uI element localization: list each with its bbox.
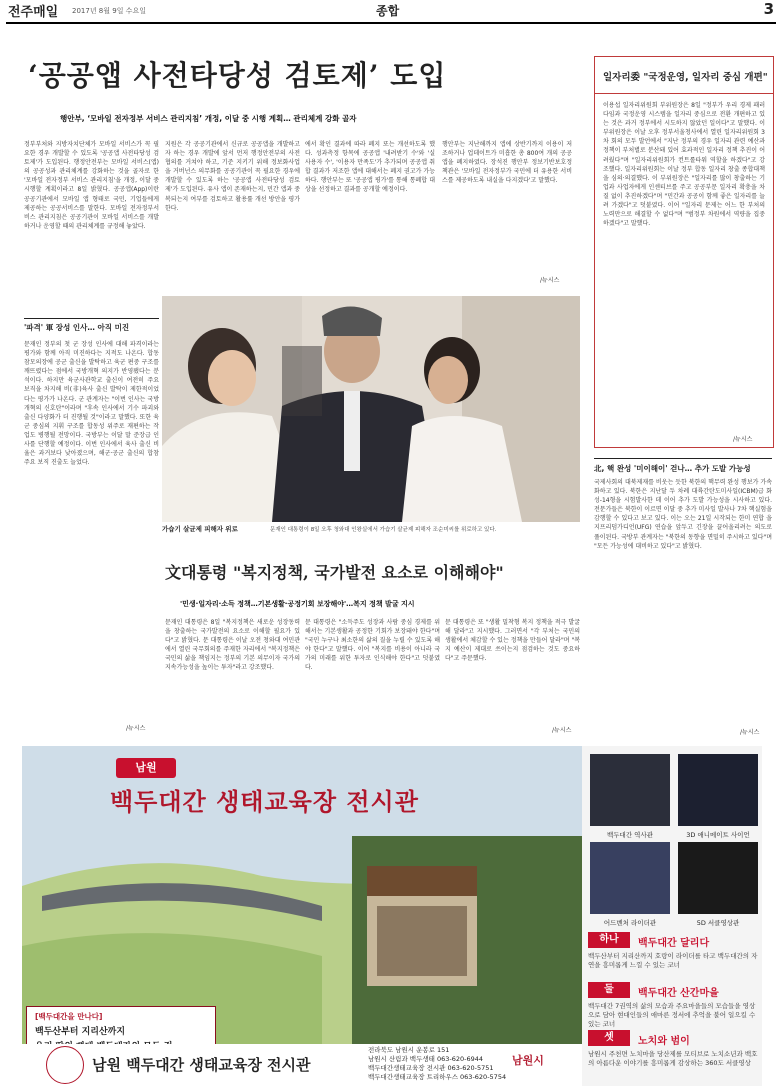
ad-left-tag: [백두대간을 만나다] (35, 1012, 103, 1021)
photo-caption-title: 가습기 살균제 피해자 위로 (162, 525, 238, 533)
north-korea-headline: 北, 핵 완성 '미이해이' 걷나… 추가 도발 가능성 (594, 458, 772, 474)
paper-name: 전주매일 (8, 5, 59, 20)
lead-column-2: 지원은 각 공공기관에서 신규로 공공앱을 개발하고자 하는 경우 개발에 앞서 먼저 행정안전부의 사전협의를 거쳐야 하고, 기준 지키기 위해 정보화사업을 거버넌스 의무화를 공공기관이 꼭 필요한 경우에 개발할 수 있도록 하는 '공공앱 사전타당성 검토제'가 도입된다. 유사 앱이 존재하는지, 민간 앱과 중복되는지 여부를 검토하고 활용률 개선 방안을 평가한다. (165, 141, 300, 212)
military-byline: /뉴시스 (126, 725, 146, 732)
north-korea-byline: /뉴시스 (740, 729, 760, 736)
section-name: 종합 (376, 4, 400, 18)
ad-thumb-2 (678, 754, 758, 826)
jobs-committee-headline: 일자리委 "국정운영, 일자리 중심 개편" (603, 72, 768, 83)
ad-thumb-1 (590, 754, 670, 826)
military-headline: '파격' 軍 장성 인사… 아직 미진 (24, 318, 159, 333)
ad-logo-icon (46, 1046, 84, 1084)
photo-caption: 문재인 대통령이 8일 오후 청와대 인왕실에서 가습기 살균제 피해자 조순미씨를 위로하고 있다. (270, 527, 497, 533)
ad-badge: 남원 (116, 758, 176, 778)
jobs-committee-box (594, 56, 774, 448)
ad-thumb-label-4: 5D 서클영상관 (696, 919, 740, 927)
welfare-column-3: 문 대통령은 또 "생활 밀착형 복지 정책을 적극 발굴해 달라"고 지시했다. 그러면서 "각 부처는 국민의 생활에서 체감할 수 있는 정책을 만들어 달라"며 "복지 예산이 제대로 쓰이는지 점검하는 것도 중요하다"고 주문했다. (445, 619, 580, 663)
lead-subheadline: 행안부, ‘모바일 전자정부 서비스 관리지침’ 개정, 이달 중 시행 계획… 관리체계 강화 골자 (60, 114, 357, 123)
north-korea-body: 국제사회의 대북제재를 비웃는 듯한 북한의 핵무력 완성 행보가 가속화하고 있다. 북한은 지난달 두 차례 대륙간탄도미사일(ICBM)급 화성-14형을 시험발사한 데 이어 추가 도발 가능성을 시사하고 있다. 전문가들은 북한이 이르면 이달 중 추가 미사일 발사나 7차 핵실험을 감행할 수 있다고 보고 있다. 이는 오는 21일 시작되는 한미 연합 을지프리덤가디언(UFG) 연습을 앞두고 긴장을 끌어올리려는 의도로 풀이된다. 국방부 관계자는 "북한의 동향을 면밀히 주시하고 있다"며 "모든 가능성에 대비하고 있다"고 밝혔다. (594, 479, 772, 550)
ad-feature-2-desc: 백두대간 7권역의 삶의 모습과 주요마을들의 모습들을 영상으로 담아 현대인들의 애마른 정서에 추억을 불어 일으킬 수 있는 코너 (588, 1002, 756, 1028)
jobs-committee-body: 이용섭 일자리위원회 부위원장은 8일 "정부가 우리 경제 패러다임과 국정운영 시스템을 일자리 중심으로 전환 개편하고 있는 것은 과거 정부에서 시도하지 않았던 일이다"고 말했다. 이 부위원장은 이날 오후 정부서울청사에서 열린 일자리위원회 3차 회의 모두 발언에서 "지난 정부의 경우 일자리 관련 예산과 정책이 부처별로 분산돼 있어 효과적인 일자리 정책 추진이 어려웠다"며 "일자리위원회가 컨트롤타워 역할을 하겠다"고 강조했다. 일자리위원회는 이날 정부 합동 일자리 창출 종합대책을 심의·의결했다. 이 부위원장은 "일자리를 많이 창출하는 기업과 사업자에게 인센티브를 주고 공공부문 일자리 확충을 차질 없이 추진하겠다"며 "민간과 공공이 함께 좋은 일자리를 늘려 가겠다"고 덧붙였다. 이어 "일자리 문제는 어느 한 부처의 노력만으로 해결할 수 없다"며 "범정부 차원에서 역량을 집중하겠다"고 말했다. (603, 102, 765, 228)
ad-feature-2-title: 백두대간 산간마을 (638, 988, 719, 999)
ad-address-4: 백두대간생태교육장 트리하우스 063-620-5754 (368, 1073, 507, 1081)
news-photo (162, 296, 580, 522)
lead-column-4: 행안부는 지난해까지 앱에 상반기까지 이용이 저조하거나 업데이트가 미흡한 총 800여 개의 공공앱을 폐지하였다. 장석진 행안부 정보기반보호정책관은 '모바일 전자정부가 국민에 더 유용한 서비스를 제공하도록 내실을 다지겠다'고 말했다. (442, 141, 572, 185)
ad-city-name: 남원시 (512, 1054, 544, 1067)
ad-address-2: 남원시 산림과 백두생태 063-620-6944 (368, 1055, 484, 1063)
ad-logo-text: 남원 백두대간 생태교육장 전시관 (92, 1056, 311, 1074)
ad-address-3: 백두대간생태교육장 전시관 063-620-5751 (368, 1064, 494, 1072)
page-number: 3 (763, 0, 774, 18)
ad-feature-3-title: 노치와 범이 (638, 1036, 690, 1047)
ad-left-text-1: 백두산부터 지리산까지 (35, 1027, 126, 1037)
issue-date: 2017년 8월 9일 수요일 (72, 7, 146, 15)
ad-feature-2-num: 둘 (588, 982, 630, 998)
masthead (6, 0, 776, 24)
lead-byline: /뉴시스 (540, 277, 560, 284)
ad-title: 백두대간 생태교육장 전시관 (110, 788, 419, 816)
ad-feature-1-title: 백두대간 달리다 (638, 938, 710, 949)
ad-thumb-label-2: 3D 애니메이트 사이언 (686, 831, 750, 839)
lead-headline: ‘공공앱 사전타당성 검토제’ 도입 (28, 59, 447, 92)
military-body: 문재인 정부의 첫 군 장성 인사에 대해 파격이라는 평가와 함께 아직 미진하다는 지적도 나온다. 합동참모의장에 공군 출신을 발탁하고 육군 편중 구조를 깨뜨렸다는 점에서 국방개혁 의지가 반영됐다는 분석이다. 하지만 육군사관학교 출신이 여전히 주요 보직을 차지해 비(非)육사 출신 발탁이 제한적이었다는 평가가 나온다. 군 관계자는 "이번 인사는 국방개혁의 신호탄"이라며 "후속 인사에서 기수 파괴와 출신 다양화가 더 진행될 것"이라고 말했다. 또한 육군 중심의 지휘 구조를 합동성 위주로 재편하는 작업도 병행될 전망이다. 국방부는 이달 말 준장급 인사를 단행할 예정이다. 이번 인사에서 육사 출신 비율은 과거보다 낮아졌으며, 해군·공군 출신의 합참 주요 보직 진출도 늘었다. (24, 341, 159, 467)
ad-feature-1-num: 하나 (588, 932, 630, 948)
ad-feature-3-desc: 남원시 주천면 노치마을 당산제를 모티브로 노치소년과 백호의 아름다운 이야기를 흥미롭게 감상하는 360도 서클영상 (588, 1050, 758, 1067)
jobs-committee-header (595, 57, 773, 94)
advertisement (22, 746, 762, 1086)
ad-thumb-3 (590, 842, 670, 914)
ad-thumb-label-1: 백두대간 역사관 (606, 831, 654, 839)
welfare-column-2: 문 대통령은 "소득주도 성장과 사람 중심 경제를 위해서는 기본생활과 공정한 기회가 보장돼야 한다"며 "국민 누구나 최소한의 삶의 질을 누릴 수 있도록 해야 한다"고 말했다. 이어 "복지를 비용이 아니라 국가의 미래를 위한 투자로 인식해야 한다"고 덧붙였다. (305, 619, 440, 672)
lead-column-1: 정부부처와 지방자치단체가 모바일 서비스가 꼭 필요한 경우 개발할 수 있도록 '공공앱 사전타당성 검토제'가 도입된다. 행정안전부는 모바일 서비스(앱)의 공공성과 관리체계를 강화하는 것을 골자로 한 '모바일 전자정부 서비스 관리지침'을 개정, 이달 중 시행할 계획이라고 8일 밝혔다. 공공앱(App)이란 공공기관에서 모바일 앱 형태로 국민, 기업들에게 제공하는 공공서비스를 말한다. 모바일 전자정부서비스 관리지침은 공공기관이 모바일 서비스를 개발하거나 운영할 때의 관리체계를 규정해 놓았다. (24, 141, 159, 230)
news-photo-image (162, 296, 580, 522)
jobs-committee-byline: /뉴시스 (733, 436, 753, 443)
ad-address-1: 전라북도 남원시 운봉로 151 (368, 1046, 450, 1054)
welfare-column-1: 문재인 대통령은 8일 "복지정책은 새로운 성장동력을 창출하는 국가발전의 요소로 이해할 필요가 있다"고 밝혔다. 문 대통령은 이날 오전 청와대 여민관에서 열린 국무회의를 주재한 자리에서 "복지정책은 국민의 삶을 책임지는 정부의 기본 의무이자 국가의 지속가능성을 높이는 투자"라고 강조했다. (165, 619, 300, 672)
ad-feature-3-num: 셋 (588, 1030, 630, 1046)
welfare-headline: 文대통령 "복지정책, 국가발전 요소로 이해해야" (165, 563, 504, 582)
welfare-subheadline: '민생·일자리·소득 정책…기본생활·공정기회 보장해야'…복지 정책 발굴 지시 (180, 600, 415, 608)
ad-thumb-label-3: 어드벤처 라이더관 (603, 919, 657, 927)
lead-column-3: 에서 확인 결과에 따라 폐지 또는 개선하도록 했다. 성과측정 항목에 공공앱 '내려받기 수'와 '실 사용자 수', '이용자 만족도'가 추가되며 공공앱 취합 결과가 저조한 앱에 대해서는 폐지 권고가 가능하다. 행안부는 또 '공공앱 평가'를 통해 통폐합 대상을 선정하고 결과를 공개할 예정이다. (305, 141, 435, 194)
ad-thumb-4 (678, 842, 758, 914)
ad-footer (22, 1044, 582, 1086)
welfare-byline: /뉴시스 (552, 727, 572, 734)
ad-feature-1-desc: 백두산부터 지리산까지 호랑이 라이더를 타고 백두대간의 자연을 흥미롭게 느낄 수 있는 코너 (588, 952, 758, 969)
